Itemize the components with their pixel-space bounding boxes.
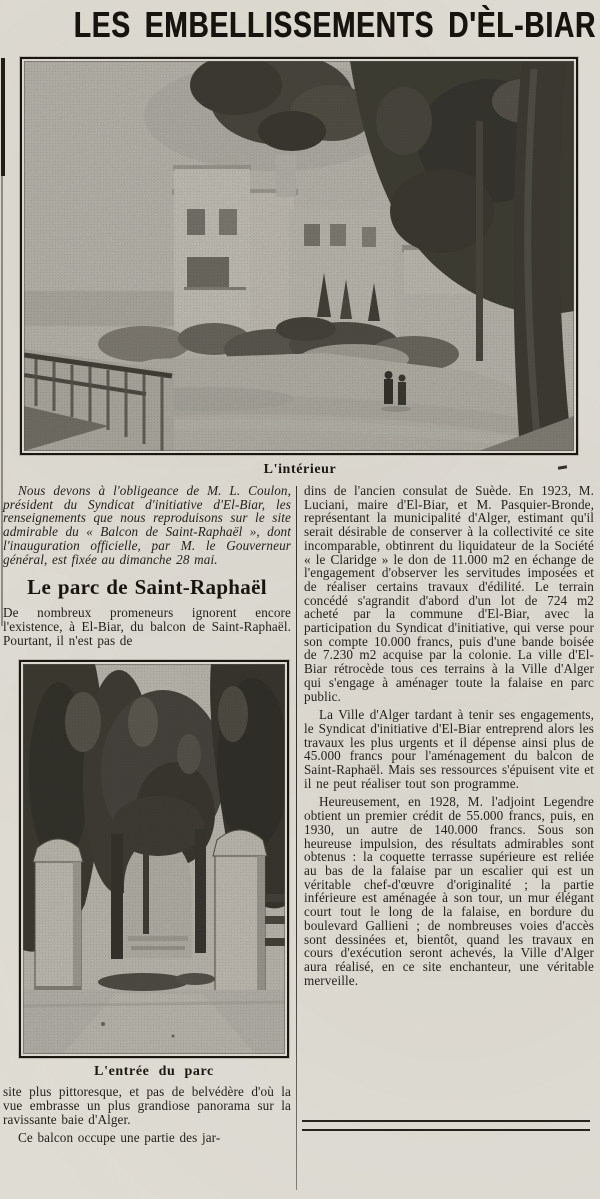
- photo-park-entrance-figure: [19, 660, 289, 1080]
- right-column: [304, 484, 594, 987]
- left-paragraph-3: Ce balcon occupe une partie des jar-: [18, 1130, 221, 1146]
- bottom-double-rule: [302, 1120, 590, 1131]
- left-column: [3, 484, 291, 1145]
- right-paragraph-2: La Ville d'Alger tardant à tenir ses engagements, le Syndicat d'initiative d'El-Biar entreprend alors les travaux les plus urgents et il dépense ainsi plus de 45.000 francs pour l'aménagement du balcon de Saint-Raphaël. Mais ses ressources s'épuisent vite et il ne peut réaliser tout son programme.: [304, 707, 594, 791]
- section-heading: Le parc de Saint-Raphaël: [27, 575, 267, 600]
- left-paragraph-1: De nombreux promeneurs ignorent encore l'existence, à El-Biar, du balcon de Saint-Raphaël. Pourtant, il n'est pas de: [3, 605, 291, 648]
- masthead: [0, 4, 600, 46]
- column-rule: [296, 486, 297, 1190]
- scan-artifact-bar: [1, 58, 5, 176]
- headline: LES EMBELLISSEMENTS D'ÈL-BIAR: [73, 4, 596, 45]
- photo-interior: [20, 57, 578, 455]
- right-paragraph-3: Heureusement, en 1928, M. l'adjoint Legendre obtient un premier crédit de 55.000 francs, puis, en 1930, un autre de 140.000 francs. Sous son heureuse impulsion, des résultats admirables sont obtenus : la coquette terrasse supérieure est reliée au bas de la falaise par un escalier qui est un véritable chef-d'œuvre d'originalité ; la partie inférieure est aménagée à son tour, un mur élégant court tout le long de la falaise, en bordure du boulevard Gallieni ; de nombreuses voies d'accès sont dessinées et, bientôt, quand les travaux en cours d'exécution seront achevés, la Ville d'Alger aura réalisé, en ce site enchanteur, une véritable merveille.: [304, 794, 594, 988]
- caption-interior: L'intérieur: [263, 462, 337, 477]
- caption-park-entrance: L'entrée du parc: [94, 1064, 214, 1080]
- left-paragraph-2: site plus pittoresque, et pas de belvédère d'où la vue embrasse un plus grandiose panorama sur la ravissante baie d'Alger.: [3, 1084, 291, 1127]
- villa-photo-illustration: [24, 61, 574, 451]
- park-entrance-illustration: [23, 664, 285, 1054]
- right-paragraph-1: dins de l'ancien consulat de Suède. En 1923, M. Luciani, maire d'El-Biar, et M. Pasquier-Bronde, représentant la municipalité d'Alger, estimant qu'il serait désirable de conserver à la collectivité ce site incomparable, obtinrent du liquidateur de la Société « le Claridge » le don de 11.000 m2 en échange de l'engagement d'observer les servitudes imposées et de réaliser certains travaux d'édilité. Le terrain concédé s'agrandit d'abord d'un lot de 724 m2 acheté par la commune d'El-Biar, avec la participation du Syndicat d'initiative, qui verse pour son compte 10.000 francs, puis d'une bande boisée de 7.230 m2 acquise par la colonie. La ville d'El-Biar rétrocède tous ces terrains à la Ville d'Alger qui s'engage à aménager toute la falaise en parc public.: [304, 483, 594, 704]
- article-intro: Nous devons à l'obligeance de M. L. Coulon, président du Syndicat d'initiative d'El-Biar, les renseignements que nous reproduisons sur le site admirable du « Balcon de Saint-Raphaël », dont l'inauguration officielle, par M. le Gouverneur général, est fixée au dimanche 28 mai.: [3, 483, 291, 567]
- photo-park-entrance: [19, 660, 289, 1058]
